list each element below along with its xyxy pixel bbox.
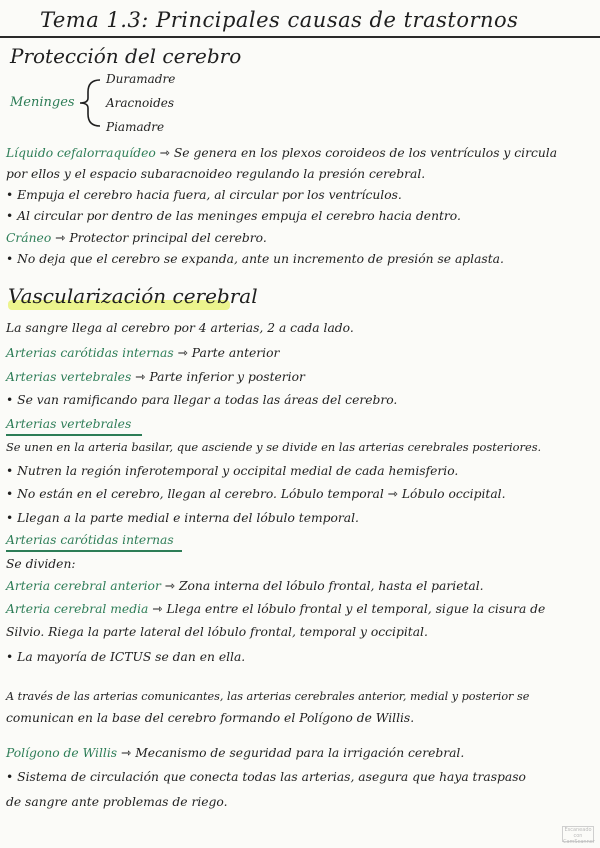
vertebrales-definition: ⇾ Parte inferior y posterior (131, 370, 305, 384)
liquido-term: Líquido cefalorraquídeo (6, 146, 156, 160)
willis-paragraph-line: A través de las arterias comunicantes, las arterias cerebrales anterior, medial y posterior se (6, 690, 530, 703)
page-title: Tema 1.3: Principales causas de trastornos (40, 8, 519, 32)
craneo-line (6, 231, 267, 245)
brace-icon (78, 78, 104, 128)
section-heading-proteccion: Protección del cerebro (10, 44, 242, 68)
liquido-continuation: por ellos y el espacio subaracnoideo regulando la presión cerebral. (6, 167, 426, 181)
poligono-line (6, 746, 464, 760)
media-term: Arteria cerebral media (6, 602, 149, 616)
bullet-item: • Empuja el cerebro hacia fuera, al circular por los ventrículos. (6, 188, 402, 202)
media-definition: ⇾ Llega entre el lóbulo frontal y el temporal, sigue la cisura de (148, 602, 546, 616)
se-dividen: Se dividen: (6, 557, 76, 571)
carotidas-term: Arterias carótidas internas (6, 346, 174, 360)
bullet-item: • La mayoría de ICTUS se dan en ella. (6, 650, 246, 664)
bullet-item: • Nutren la región inferotemporal y occipital medial de cada hemisferio. (6, 464, 459, 478)
vasc-intro: La sangre llega al cerebro por 4 arterias, 2 a cada lado. (6, 321, 354, 335)
bullet-item: • No deja que el cerebro se expanda, ante un incremento de presión se aplasta. (6, 252, 504, 266)
bullet-item: • Llegan a la parte medial e interna del lóbulo temporal. (6, 511, 359, 525)
title-underline (0, 36, 600, 38)
meninges-item: Piamadre (106, 120, 165, 134)
media-line (6, 602, 545, 616)
bullet-item: • Al circular por dentro de las meninges empuja el cerebro hacia dentro. (6, 209, 461, 223)
bullet-item: • Se van ramificando para llegar a todas las áreas del cerebro. (6, 393, 398, 407)
media-continuation: Silvio. Riega la parte lateral del lóbulo frontal, temporal y occipital. (6, 625, 428, 639)
carotidas-definition: ⇾ Parte anterior (173, 346, 280, 360)
subheading-underline (6, 434, 142, 436)
poligono-definition: ⇾ Mecanismo de seguridad para la irrigación cerebral. (117, 746, 465, 760)
section-heading-vascularizacion: Vascularización cerebral (8, 284, 258, 308)
meninges-label: Meninges (10, 95, 75, 110)
subheading-carotidas: Arterias carótidas internas (6, 533, 174, 547)
bullet-continuation: de sangre ante problemas de riego. (6, 795, 228, 809)
bullet-item: • Sistema de circulación que conecta todas las arterias, asegura que haya traspaso (6, 770, 526, 784)
liquido-definition: ⇾ Se genera en los plexos coroideos de los ventrículos y circula (155, 146, 558, 160)
vertebrales-text: Se unen en la arteria basilar, que asciende y se divide en las arterias cerebrales posteriores. (6, 440, 542, 454)
bullet-item: • No están en el cerebro, llegan al cerebro. Lóbulo temporal ⇾ Lóbulo occipital. (6, 487, 506, 501)
craneo-definition: ⇾ Protector principal del cerebro. (51, 231, 267, 245)
willis-paragraph-line: comunican en la base del cerebro formando el Polígono de Willis. (6, 711, 415, 725)
subheading-vertebrales: Arterias vertebrales (6, 417, 132, 431)
vertebrales-term: Arterias vertebrales (6, 370, 132, 384)
liquido-line (6, 146, 557, 160)
poligono-term: Polígono de Willis (6, 746, 118, 760)
scanner-watermark: Escaneado con CamScanner (563, 827, 595, 845)
vertebrales-line (6, 370, 305, 384)
carotidas-line (6, 346, 279, 360)
meninges-item: Aracnoides (106, 96, 175, 110)
anterior-line (6, 579, 484, 593)
subheading-underline (6, 550, 182, 552)
anterior-definition: ⇾ Zona interna del lóbulo frontal, hasta el parietal. (160, 579, 484, 593)
meninges-item: Duramadre (106, 72, 176, 86)
anterior-term: Arteria cerebral anterior (6, 579, 161, 593)
craneo-term: Cráneo (6, 231, 52, 245)
